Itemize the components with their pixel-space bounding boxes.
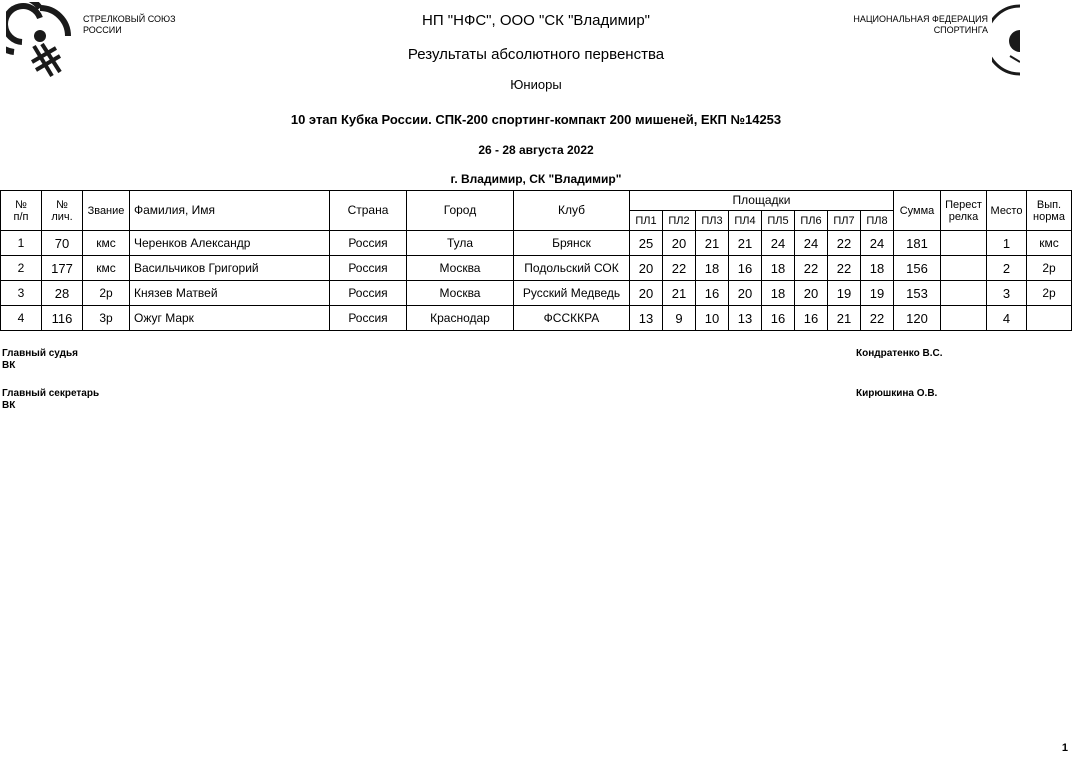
page-title: Результаты абсолютного первенства xyxy=(407,46,665,63)
col-city-header: Город xyxy=(407,191,514,231)
table-row xyxy=(1,231,1072,256)
cell-place: 1 xyxy=(987,231,1027,256)
cell-num: 2 xyxy=(1,256,42,281)
col-station-4-header: ПЛ4 xyxy=(729,211,762,231)
col-rank-header: Звание xyxy=(83,191,130,231)
cell-score: 24 xyxy=(861,231,894,256)
event-name: 10 этап Кубка России. СПК-200 спортинг-компакт 200 мишеней, ЕКП №14253 xyxy=(290,112,782,127)
cell-num: 4 xyxy=(1,306,42,331)
cell-score: 18 xyxy=(762,256,795,281)
col-station-7-header: ПЛ7 xyxy=(828,211,861,231)
table-row xyxy=(1,306,1072,331)
cell-score: 22 xyxy=(828,231,861,256)
event-venue: г. Владимир, СК "Владимир" xyxy=(450,172,622,186)
cell-score: 16 xyxy=(696,281,729,306)
cell-score: 21 xyxy=(663,281,696,306)
cell-score: 13 xyxy=(630,306,663,331)
cell-name: Черенков Александр xyxy=(130,231,330,256)
cell-score: 22 xyxy=(795,256,828,281)
left-org-line1: СТРЕЛКОВЫЙ СОЮЗ xyxy=(83,14,176,24)
cell-score: 16 xyxy=(729,256,762,281)
col-club-header: Клуб xyxy=(514,191,630,231)
cell-score: 18 xyxy=(696,256,729,281)
cell-score: 19 xyxy=(861,281,894,306)
cell-norm: кмс xyxy=(1027,231,1072,256)
cell-shootoff xyxy=(941,281,987,306)
cell-place: 4 xyxy=(987,306,1027,331)
chief-secretary-name: Кирюшкина О.В. xyxy=(856,388,938,399)
col-station-1-header: ПЛ1 xyxy=(630,211,663,231)
event-dates: 26 - 28 августа 2022 xyxy=(478,143,594,157)
chief-judge-name: Кондратенко В.С. xyxy=(856,348,943,359)
cell-club: Подольский СОК xyxy=(514,256,630,281)
col-station-6-header: ПЛ6 xyxy=(795,211,828,231)
cell-score: 13 xyxy=(729,306,762,331)
cell-club: ФССККРА xyxy=(514,306,630,331)
cell-shootoff xyxy=(941,231,987,256)
table-row xyxy=(1,281,1072,306)
cell-score: 22 xyxy=(828,256,861,281)
right-org-line1: НАЦИОНАЛЬНАЯ ФЕДЕРАЦИЯ xyxy=(853,14,988,24)
page-number: 1 xyxy=(1061,742,1068,754)
cell-shootoff xyxy=(941,306,987,331)
results-table xyxy=(0,190,1072,331)
chief-secretary-category: ВК xyxy=(2,400,16,411)
cell-score: 24 xyxy=(762,231,795,256)
cell-city: Москва xyxy=(407,281,514,306)
cell-place: 3 xyxy=(987,281,1027,306)
cell-country: Россия xyxy=(330,281,407,306)
chief-secretary-title: Главный секретарь xyxy=(2,388,100,399)
cell-club: Русский Медведь xyxy=(514,281,630,306)
cell-score: 18 xyxy=(861,256,894,281)
col-norm-header: Вып. норма xyxy=(1027,191,1072,231)
cell-name: Ожуг Марк xyxy=(130,306,330,331)
cell-city: Москва xyxy=(407,256,514,281)
col-stations-header: Площадки xyxy=(630,191,894,211)
cell-score: 18 xyxy=(762,281,795,306)
cell-country: Россия xyxy=(330,256,407,281)
cell-total: 156 xyxy=(894,256,941,281)
cell-name: Васильчиков Григорий xyxy=(130,256,330,281)
cell-total: 153 xyxy=(894,281,941,306)
col-place-header: Место xyxy=(987,191,1027,231)
col-station-5-header: ПЛ5 xyxy=(762,211,795,231)
cell-score: 10 xyxy=(696,306,729,331)
chief-judge-title: Главный судья xyxy=(2,348,78,359)
col-total-header: Сумма xyxy=(894,191,941,231)
cell-norm xyxy=(1027,306,1072,331)
cell-norm: 2р xyxy=(1027,256,1072,281)
cell-score: 25 xyxy=(630,231,663,256)
cell-num: 3 xyxy=(1,281,42,306)
cell-score: 21 xyxy=(696,231,729,256)
cell-city: Краснодар xyxy=(407,306,514,331)
cell-score: 20 xyxy=(663,231,696,256)
category: Юниоры xyxy=(510,77,562,92)
cell-city: Тула xyxy=(407,231,514,256)
cell-total: 181 xyxy=(894,231,941,256)
cell-place: 2 xyxy=(987,256,1027,281)
col-shootoff-header: Перест релка xyxy=(941,191,987,231)
cell-id: 70 xyxy=(42,231,83,256)
cell-id: 116 xyxy=(42,306,83,331)
cell-club: Брянск xyxy=(514,231,630,256)
cell-score: 20 xyxy=(795,281,828,306)
cell-id: 177 xyxy=(42,256,83,281)
cell-score: 16 xyxy=(795,306,828,331)
cell-score: 22 xyxy=(663,256,696,281)
cell-score: 21 xyxy=(729,231,762,256)
cell-rank: кмс xyxy=(83,256,130,281)
cell-total: 120 xyxy=(894,306,941,331)
col-name-header: Фамилия, Имя xyxy=(130,191,330,231)
cell-rank: 2р xyxy=(83,281,130,306)
cell-score: 16 xyxy=(762,306,795,331)
cell-name: Князев Матвей xyxy=(130,281,330,306)
cell-shootoff xyxy=(941,256,987,281)
cell-country: Россия xyxy=(330,231,407,256)
col-station-8-header: ПЛ8 xyxy=(861,211,894,231)
cell-score: 20 xyxy=(729,281,762,306)
cell-rank: кмс xyxy=(83,231,130,256)
cell-score: 20 xyxy=(630,256,663,281)
cell-score: 19 xyxy=(828,281,861,306)
cell-score: 9 xyxy=(663,306,696,331)
cell-norm: 2р xyxy=(1027,281,1072,306)
organizers: НП "НФС", ООО "СК "Владимир" xyxy=(422,12,650,29)
chief-judge-block xyxy=(2,348,78,372)
col-country-header: Страна xyxy=(330,191,407,231)
cell-score: 20 xyxy=(630,281,663,306)
chief-secretary-block xyxy=(2,388,99,412)
cell-rank: 3р xyxy=(83,306,130,331)
cell-country: Россия xyxy=(330,306,407,331)
col-station-2-header: ПЛ2 xyxy=(663,211,696,231)
left-org-line2: РОССИИ xyxy=(83,25,122,35)
cell-score: 24 xyxy=(795,231,828,256)
cell-score: 22 xyxy=(861,306,894,331)
chief-judge-category: ВК xyxy=(2,360,16,371)
table-header-row xyxy=(1,191,1072,211)
col-station-3-header: ПЛ3 xyxy=(696,211,729,231)
col-id-header: № лич. xyxy=(42,191,83,231)
table-row xyxy=(1,256,1072,281)
cell-score: 21 xyxy=(828,306,861,331)
col-num-header: № п/п xyxy=(1,191,42,231)
right-org-line2: СПОРТИНГА xyxy=(933,25,988,35)
cell-num: 1 xyxy=(1,231,42,256)
cell-id: 28 xyxy=(42,281,83,306)
